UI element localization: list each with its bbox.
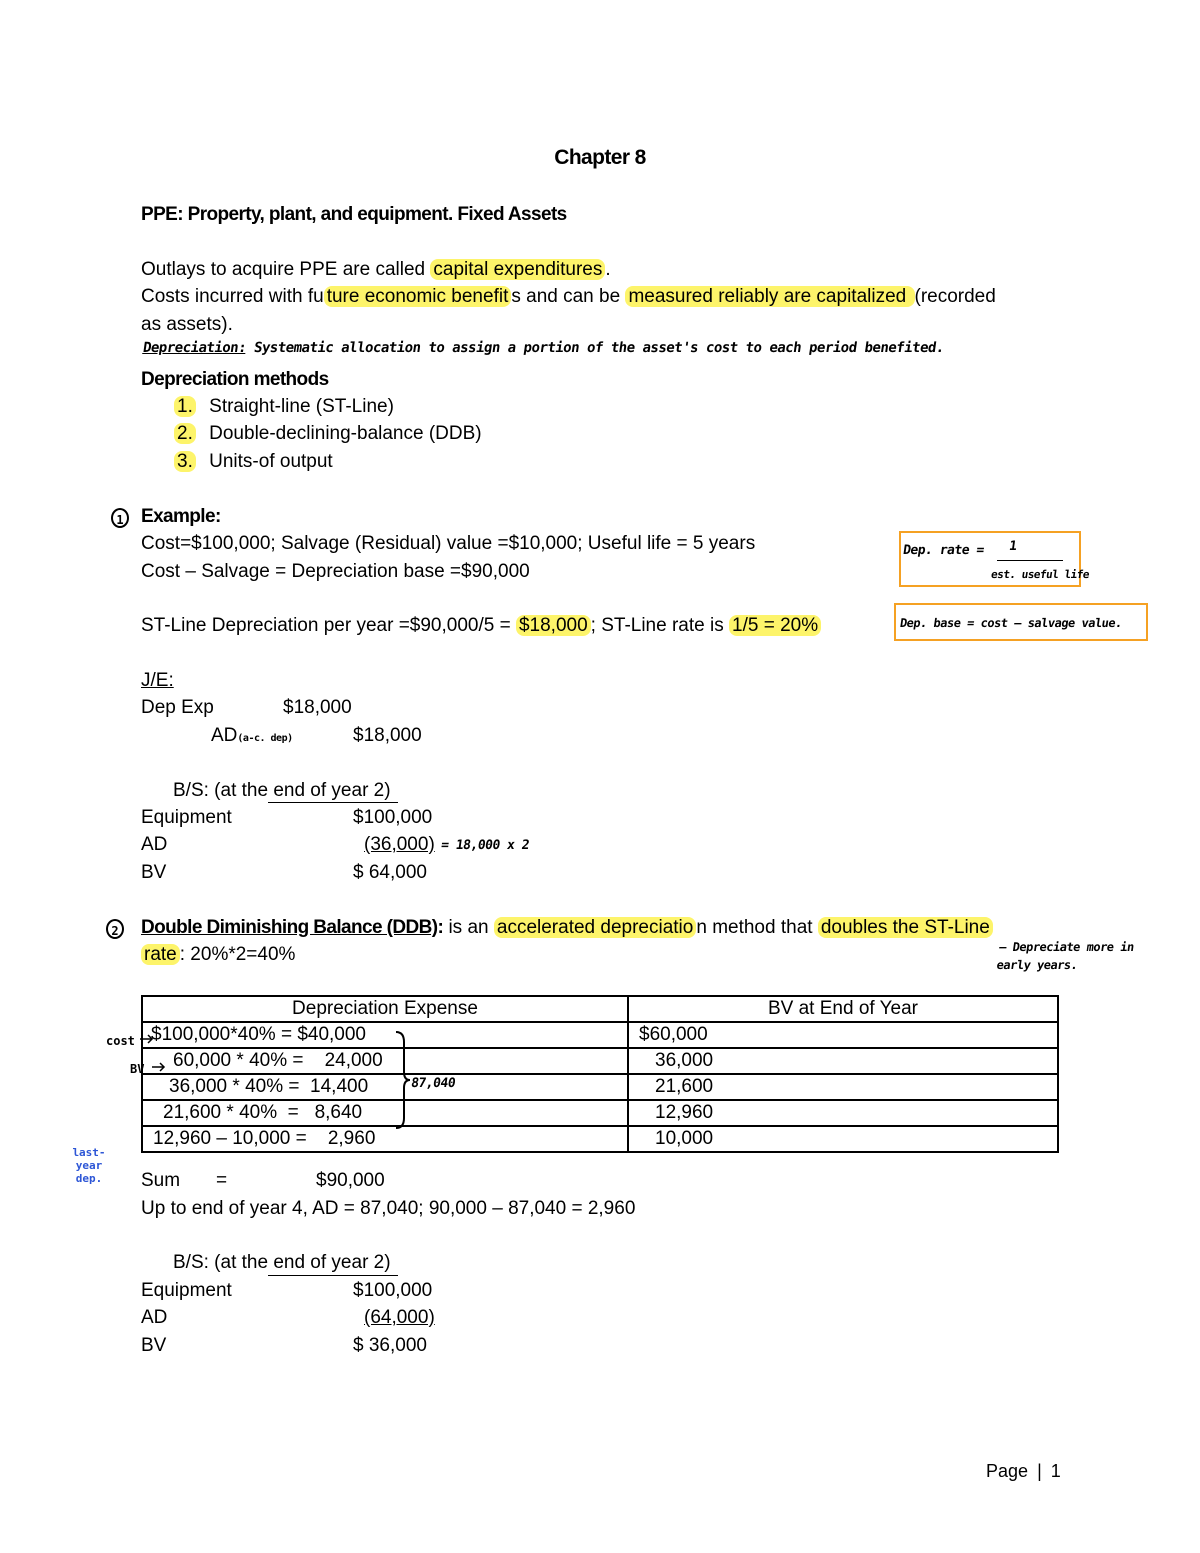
method-number: 3. — [174, 451, 196, 472]
cell-expense: 12,960 – 10,000 = 2,960 — [142, 1126, 628, 1152]
table-row — [142, 1126, 1058, 1152]
dep-rate-note-box — [899, 531, 1090, 587]
sum-label: Sum — [141, 1170, 181, 1191]
handwritten-depreciation-definition: Depreciation: Systematic allocation to assign a portion of the asset's cost to each period benefited. — [141, 340, 945, 356]
example-line-2: Cost – Salvage = Depreciation base =$90,000 — [141, 561, 530, 582]
intro-line-1: Outlays to acquire PPE are called capital expenditures . — [141, 259, 611, 280]
table-side-bv: BV — [130, 1062, 145, 1076]
dep-base-text: Dep. base = cost – salvage value. — [899, 616, 1123, 630]
cell-bv: $60,000 — [628, 1022, 1058, 1048]
cell-expense: 60,000 * 40% = 24,000 — [142, 1048, 628, 1074]
bs1-value: (36,000) — [364, 834, 435, 855]
table-row — [142, 1100, 1058, 1126]
bs2-value: $ 36,000 — [353, 1335, 427, 1356]
section-subtitle: PPE: Property, plant, and equipment. Fixed Assets — [141, 204, 567, 225]
col-header-bv: BV at End of Year — [628, 996, 1058, 1022]
highlight-doubles: doubles the ST-Line — [818, 917, 993, 938]
dep-rate-denominator: est. useful life — [990, 568, 1090, 581]
journal-credit-amount: $18,000 — [353, 725, 422, 746]
ddb-heading: Double Diminishing Balance (DDB) — [141, 917, 438, 938]
summary-line: Up to end of year 4, AD = 87,040; 90,000 – 87,040 = 2,960 — [141, 1198, 636, 1219]
intro-line-2: Costs incurred with fu ture economic benefit s and can be measured reliably are capitalized (recorded — [141, 286, 996, 307]
balance-sheet-1-heading: B/S: (at the end of year 2) — [173, 780, 391, 801]
bs2-value: $100,000 — [353, 1280, 433, 1301]
journal-credit: AD(a-c. dep) — [211, 725, 293, 746]
balance-sheet-1-underline — [268, 802, 398, 803]
table-row — [142, 1074, 1058, 1100]
method-item: 2. Double-declining-balance (DDB) — [174, 422, 482, 446]
journal-debit-amount: $18,000 — [283, 697, 352, 718]
bs1-label: Equipment — [141, 807, 232, 828]
col-header-expense: Depreciation Expense — [142, 996, 628, 1022]
ddb-line-1: Double Diminishing Balance (DDB): is an accelerated depreciatio n method that doubles the ST-Line — [141, 916, 993, 940]
cell-bv: 21,600 — [628, 1074, 1058, 1100]
cell-expense: $100,000*40% = $40,000 — [142, 1022, 628, 1048]
bs1-value: $ 64,000 — [353, 862, 427, 883]
highlight-stline-rate: 1/5 = 20% — [729, 615, 821, 636]
intro-line-3: as assets). — [141, 314, 233, 335]
method-number: 1. — [174, 396, 196, 417]
example-heading: Example: — [141, 506, 221, 527]
arrow-icon — [140, 1034, 154, 1044]
bs2-value: (64,000) — [364, 1307, 435, 1328]
bs2-label: Equipment — [141, 1280, 232, 1301]
balance-sheet-2-heading: B/S: (at the end of year 2) — [173, 1252, 391, 1273]
bs1-ad-note: = 18,000 x 2 — [440, 838, 531, 853]
fraction-line — [997, 560, 1063, 561]
dep-rate-numerator: 1 — [1008, 539, 1018, 554]
bs1-label: BV — [141, 862, 167, 883]
arrow-icon — [152, 1062, 166, 1072]
highlight-future-benefits: ture economic benefit — [324, 286, 512, 307]
bs2-label: AD — [141, 1307, 168, 1328]
cell-expense: 21,600 * 40% = 8,640 — [142, 1100, 628, 1126]
table-side-cost: cost — [106, 1034, 135, 1048]
ddb-marker: 2 — [106, 919, 124, 939]
cell-bv: 12,960 — [628, 1100, 1058, 1126]
table-row — [142, 1048, 1058, 1074]
bs2-label: BV — [141, 1335, 167, 1356]
highlight-capital-expenditures: capital expenditures — [430, 259, 605, 280]
ddb-side-note: – Depreciate more in early years. — [995, 940, 1135, 972]
page-title: Chapter 8 — [554, 146, 646, 169]
cell-bv: 36,000 — [628, 1048, 1058, 1074]
table-side-last-year: last-year dep. — [72, 1146, 106, 1185]
methods-heading: Depreciation methods — [141, 369, 329, 390]
cell-expense: 36,000 * 40% = 14,400 — [142, 1074, 628, 1100]
table-row — [142, 1022, 1058, 1048]
highlight-stline-amount: $18,000 — [516, 615, 591, 636]
journal-heading: J/E: — [141, 670, 174, 691]
highlight-accelerated: accelerated depreciatio — [494, 917, 696, 938]
example-marker: 1 — [111, 508, 129, 528]
dep-base-note-box — [894, 603, 1148, 641]
highlight-rate: rate — [141, 944, 180, 965]
table-header-row — [142, 996, 1058, 1022]
method-item: 1. Straight-line (ST-Line) — [174, 395, 394, 419]
page-footer: Page | 1 — [986, 1461, 1061, 1481]
stline-line: ST-Line Depreciation per year =$90,000/5 = $18,000 ; ST-Line rate is 1/5 = 20% — [141, 614, 821, 638]
journal-credit-note: (a-c. dep) — [237, 733, 293, 744]
ddb-line-2: rate : 20%*2=40% — [141, 943, 295, 967]
bs1-label: AD — [141, 834, 168, 855]
cell-bv: 10,000 — [628, 1126, 1058, 1152]
method-number: 2. — [174, 423, 196, 444]
dep-rate-label: Dep. rate = — [902, 543, 985, 558]
sum-value: $90,000 — [316, 1170, 385, 1191]
journal-debit-label: Dep Exp — [141, 697, 214, 718]
bs1-value: $100,000 — [353, 807, 433, 828]
sum-equals: = — [216, 1170, 228, 1191]
balance-sheet-2-underline — [268, 1275, 398, 1276]
method-item: 3. Units-of output — [174, 450, 333, 474]
bracket-note: 87,040 — [410, 1076, 457, 1091]
example-line-1: Cost=$100,000; Salvage (Residual) value =$10,000; Useful life = 5 years — [141, 533, 756, 554]
ddb-table — [141, 995, 1059, 1153]
page-number: 1 — [1050, 1461, 1061, 1481]
brace-icon — [392, 1030, 412, 1130]
highlight-capitalized: measured reliably are capitalized — [625, 286, 914, 307]
